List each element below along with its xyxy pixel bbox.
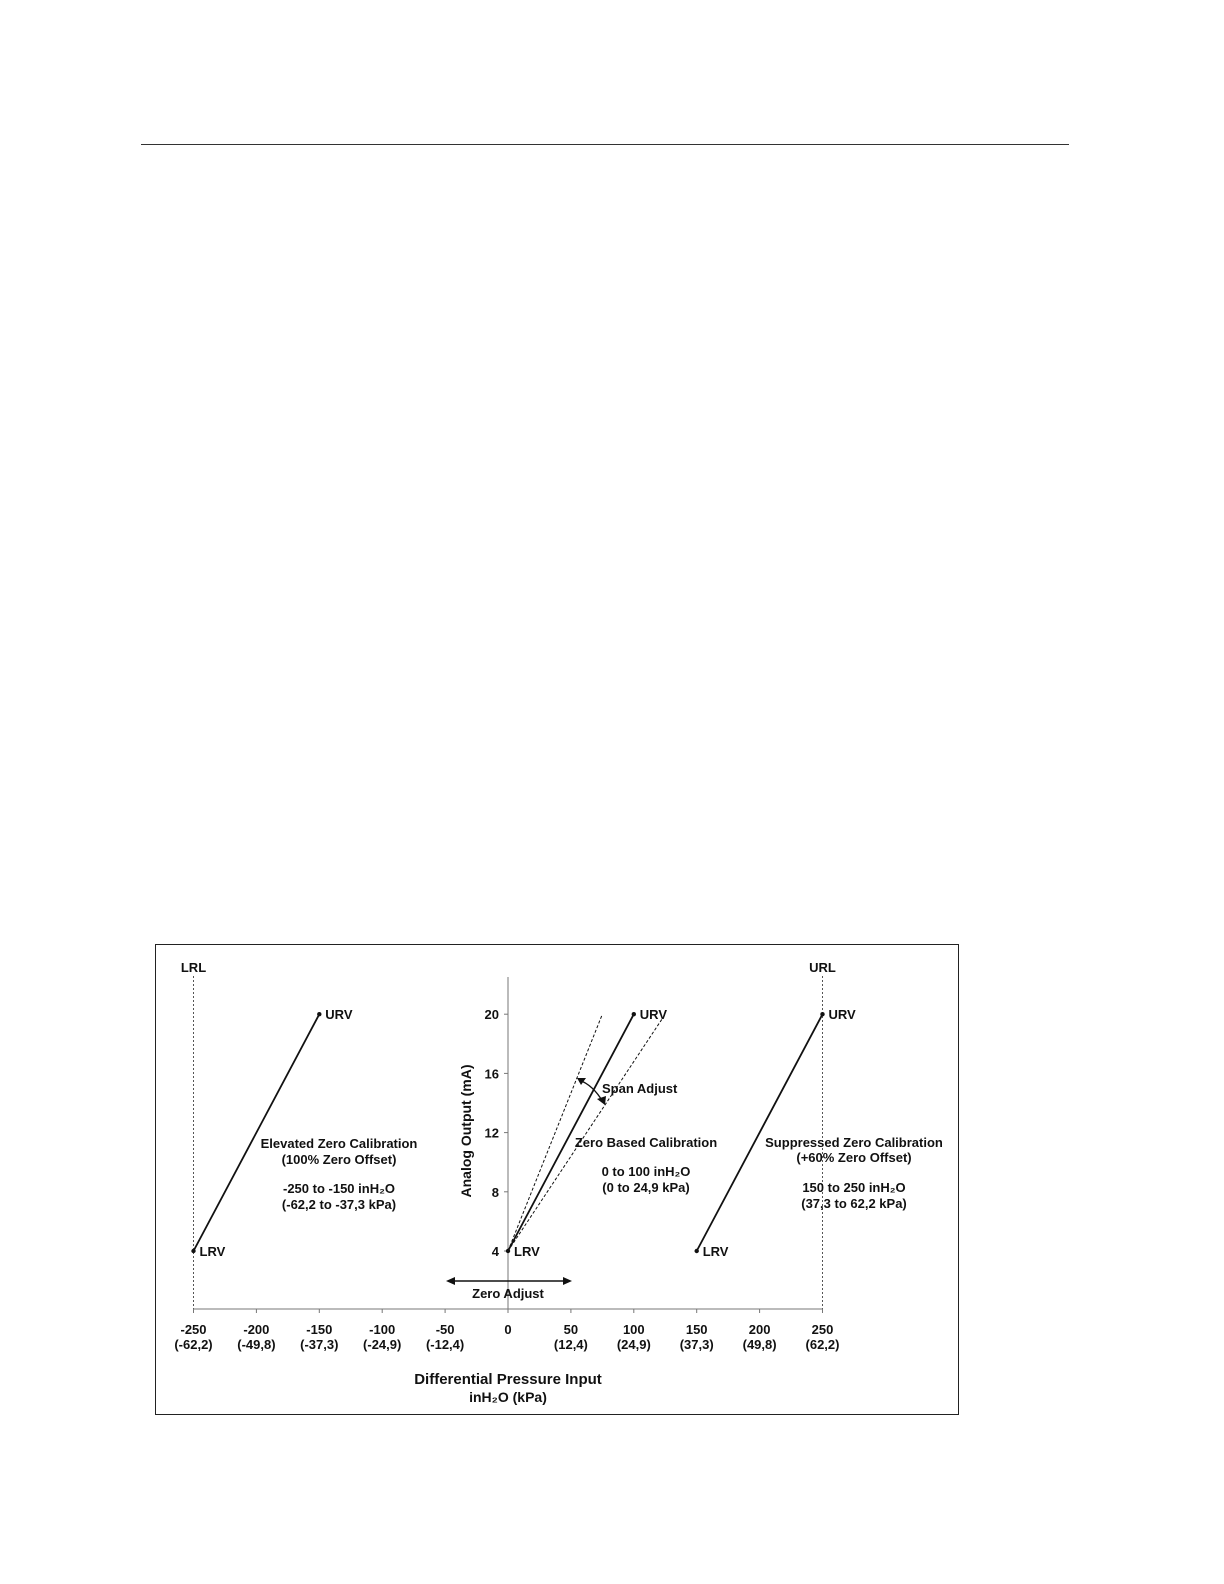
elevated-range-kpa: (-62,2 to -37,3 kPa) bbox=[281, 1197, 397, 1212]
x-tick-label: 150 bbox=[685, 1322, 708, 1337]
zero-adjust-arrow bbox=[446, 1277, 572, 1285]
x-tick-label: -150 bbox=[306, 1322, 333, 1337]
elevated-title: Elevated Zero Calibration bbox=[260, 1136, 418, 1151]
suppressed-range-kpa: (37,3 to 62,2 kPa) bbox=[801, 1196, 907, 1211]
calibration-line bbox=[194, 1014, 320, 1251]
y-tick-label: 12 bbox=[484, 1125, 499, 1141]
urv-label: URV bbox=[325, 1007, 353, 1023]
x-tick-sublabel: (37,3) bbox=[679, 1337, 714, 1352]
calibration-chart bbox=[156, 945, 960, 1416]
zero-based-range: 0 to 100 inH₂O bbox=[601, 1164, 691, 1179]
calibration-point bbox=[695, 1249, 699, 1253]
zero-adjust-label: Zero Adjust bbox=[472, 1286, 544, 1301]
elevated-zero-annotation bbox=[261, 1136, 418, 1212]
calibration-point bbox=[191, 1249, 195, 1253]
x-tick-sublabel: (49,8) bbox=[742, 1337, 777, 1352]
zero-based-range-kpa: (0 to 24,9 kPa) bbox=[602, 1180, 690, 1195]
calibration-point bbox=[820, 1012, 824, 1016]
x-tick-sublabel: (-62,2) bbox=[174, 1337, 213, 1352]
y-tick-label: 4 bbox=[491, 1244, 499, 1259]
span-limit-line bbox=[508, 1014, 602, 1251]
y-tick-label: 8 bbox=[491, 1184, 499, 1200]
suppressed-offset: (+60% Zero Offset) bbox=[796, 1150, 912, 1165]
suppressed-range: 150 to 250 inH₂O bbox=[802, 1180, 906, 1195]
lrv-label: LRV bbox=[514, 1244, 540, 1259]
x-tick-label: 100 bbox=[622, 1322, 645, 1337]
x-tick-sublabel: (-12,4) bbox=[425, 1337, 465, 1352]
suppressed-title: Suppressed Zero Calibration bbox=[765, 1135, 943, 1150]
calibration-point bbox=[632, 1012, 636, 1016]
x-tick-sublabel: (62,2) bbox=[805, 1337, 840, 1352]
urv-label: URV bbox=[639, 1007, 668, 1023]
calibration-point bbox=[506, 1249, 510, 1253]
y-tick-label: 20 bbox=[484, 1007, 499, 1023]
x-axis-units: inH₂O (kPa) bbox=[469, 1389, 547, 1405]
elevated-offset: (100% Zero Offset) bbox=[281, 1152, 397, 1167]
top-rule bbox=[141, 144, 1069, 145]
x-tick-label: 0 bbox=[504, 1322, 512, 1337]
limit-line-label: LRL bbox=[180, 960, 207, 975]
span-limit-line bbox=[508, 1014, 665, 1251]
x-tick-label: -100 bbox=[369, 1322, 396, 1337]
span-adjust-label: Span Adjust bbox=[602, 1081, 678, 1096]
y-axis-title: Analog Output (mA) bbox=[458, 1064, 474, 1198]
y-tick-label: 16 bbox=[484, 1066, 499, 1082]
suppressed-zero-annotation bbox=[765, 1135, 943, 1211]
x-tick-label: -50 bbox=[435, 1322, 455, 1337]
zero-based-title: Zero Based Calibration bbox=[574, 1135, 718, 1150]
x-tick-label: 50 bbox=[563, 1322, 579, 1337]
calibration-point bbox=[317, 1012, 321, 1016]
x-tick-sublabel: (12,4) bbox=[553, 1337, 588, 1352]
calibration-line bbox=[697, 1014, 823, 1251]
x-tick-sublabel: (24,9) bbox=[616, 1337, 651, 1352]
lrv-label: LRV bbox=[199, 1244, 226, 1259]
x-tick-label: 200 bbox=[748, 1322, 771, 1337]
x-tick-label: -250 bbox=[180, 1322, 207, 1337]
figure-frame bbox=[155, 944, 959, 1415]
x-axis-title: Differential Pressure Input bbox=[414, 1371, 602, 1388]
lrv-label: LRV bbox=[702, 1244, 729, 1259]
urv-label: URV bbox=[828, 1007, 856, 1023]
x-tick-label: -200 bbox=[243, 1322, 270, 1337]
calibration-line bbox=[508, 1014, 634, 1251]
x-tick-sublabel: (-49,8) bbox=[237, 1337, 276, 1352]
x-tick-sublabel: (-37,3) bbox=[300, 1337, 339, 1352]
zero-based-annotation bbox=[575, 1135, 717, 1195]
x-tick-sublabel: (-24,9) bbox=[363, 1337, 402, 1352]
elevated-range: -250 to -150 inH₂O bbox=[283, 1181, 395, 1196]
x-tick-label: 250 bbox=[811, 1322, 834, 1337]
limit-line-label: URL bbox=[809, 960, 836, 975]
